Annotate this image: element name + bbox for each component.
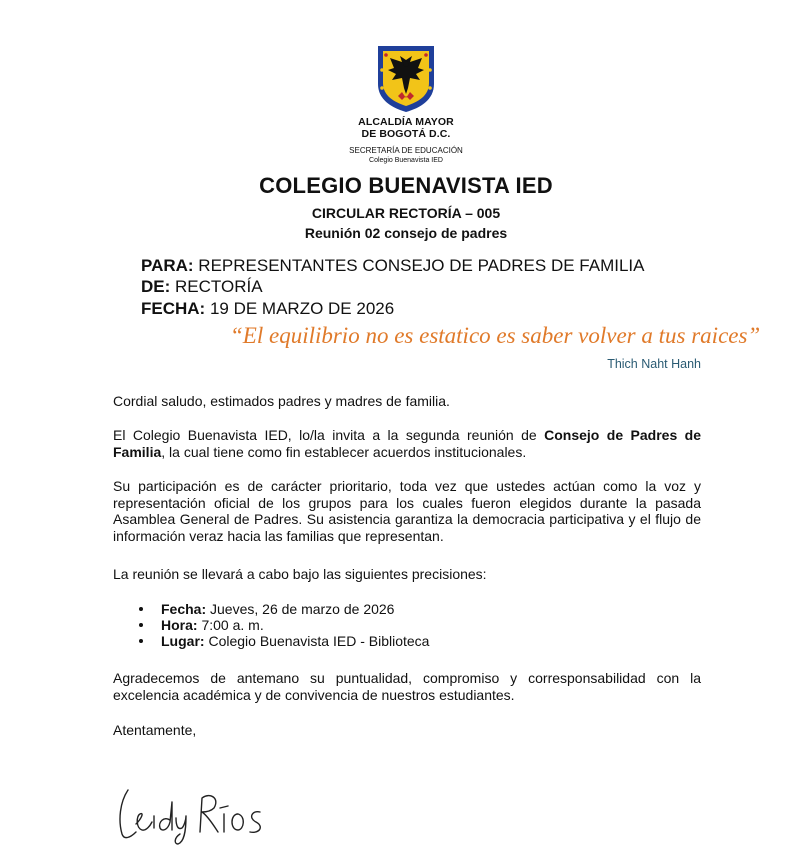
detail-label: Hora: [161,617,198,633]
details-intro: La reunión se llevará a cabo bajo las siguientes precisiones: [113,566,487,582]
invitation-text-start: El Colegio Buenavista IED, lo/la invita a la segunda reunión de [113,427,545,443]
bogota-coat-of-arms-icon [374,44,438,114]
bullet-icon [139,607,143,611]
bullet-icon [139,639,143,643]
closing-text: Atentamente, [113,722,197,738]
recipient-line [141,256,645,276]
greeting-paragraph: Cordial saludo, estimados padres y madres de familia. [113,393,450,409]
invitation-paragraph [113,427,701,460]
document-subject: Reunión 02 consejo de padres [304,225,508,241]
date-line [141,299,394,319]
bullet-icon [139,623,143,627]
participation-paragraph: Su participación es de carácter prioritario, toda vez que ustedes actúan como la voz y representación oficial de los grupos para los cuales fueron elegidos durante la pasada Asamblea General de Padres. Su asistencia garantiza la democracia participativa y el flujo de información veraz hacia las familias que representan. [113,478,701,544]
handwritten-signature [110,776,280,846]
invitation-council-name: Consejo de Padres de Familia [113,427,701,460]
detail-label: Fecha: [161,601,207,617]
detail-value: 7:00 a. m. [197,617,264,633]
invitation-text-end: , la cual tiene como fin establecer acuerdos institucionales. [161,443,527,460]
org-name-line2: DE BOGOTÁ D.C. [361,128,451,140]
thanks-paragraph: Agradecemos de antemano su puntualidad, compromiso y corresponsabilidad con la excelencia académica y de convivencia de nuestros estudiantes. [113,670,701,703]
sender-line [141,277,263,297]
meeting-details-list [137,601,429,649]
list-item [137,633,429,649]
list-item [137,601,429,617]
epigraph-quote: “El equilibrio no es estatico es saber volver a tus raices” [230,323,761,348]
epigraph-author: Thich Naht Hanh [607,357,701,371]
fecha-value: 19 DE MARZO DE 2026 [205,299,395,318]
fecha-label: FECHA: [141,299,206,318]
para-label: PARA: [141,256,194,275]
org-name-line1: ALCALDÍA MAYOR [358,116,454,128]
detail-label: Lugar: [161,633,205,649]
list-item [137,617,429,633]
circular-number: CIRCULAR RECTORÍA – 005 [311,205,501,221]
para-value: REPRESENTANTES CONSEJO DE PADRES DE FAMILIA [193,256,645,275]
detail-value: Colegio Buenavista IED - Biblioteca [204,633,430,649]
secretaria-label: SECRETARÍA DE EDUCACIÓN [349,146,463,155]
detail-value: Jueves, 26 de marzo de 2026 [206,601,395,617]
de-label: DE: [141,277,171,296]
school-small-label: Colegio Buenavista IED [369,157,443,164]
de-value: RECTORÍA [170,277,263,296]
document-title: COLEGIO BUENAVISTA IED [259,173,553,198]
